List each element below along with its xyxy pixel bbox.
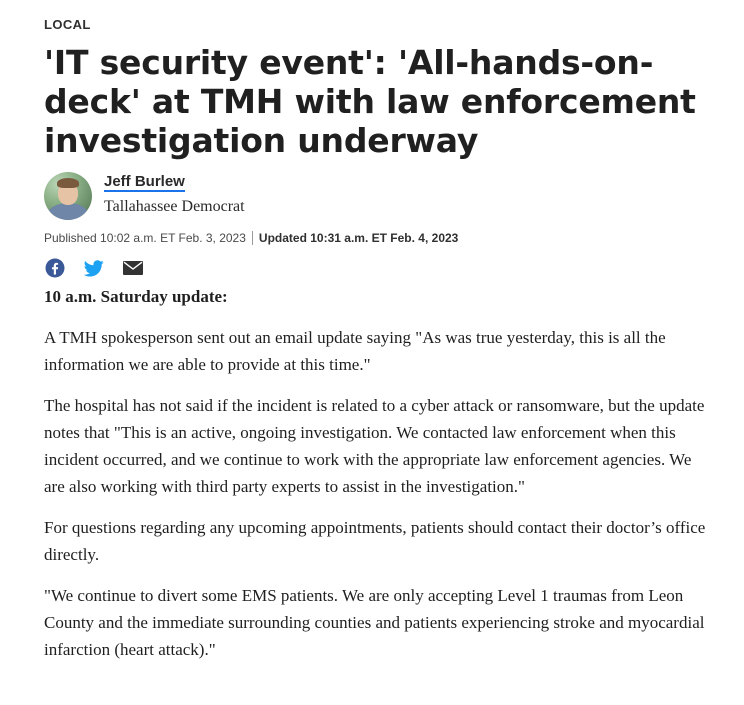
byline <box>44 172 706 222</box>
article <box>44 15 706 663</box>
updated-date: Updated 10:31 a.m. ET Feb. 4, 2023 <box>258 231 459 245</box>
author-link[interactable]: Jeff Burlew <box>104 173 185 190</box>
published-date: Published 10:02 a.m. ET Feb. 3, 2023 <box>44 231 246 245</box>
email-icon <box>123 261 143 275</box>
article-paragraph-4: "We continue to divert some EMS patients. We are only accepting Level 1 traumas from Leon County and the immediate surrounding counties and patients experiencing stroke and myocardial infarction (heart attack)." <box>44 586 705 659</box>
article-paragraph-3: For questions regarding any upcoming appointments, patients should contact their doctor’s office directly. <box>44 518 706 564</box>
avatar-hair <box>57 178 79 188</box>
article-paragraph-2: The hospital has not said if the incident is related to a cyber attack or ransomware, but the update notes that "This is an active, ongoing investigation. We contacted law enforcement when this incident occurred, and we continue to work with the appropriate law enforcement agencies. We are also working with third party experts to assist in the investigation." <box>44 396 705 496</box>
section-label[interactable]: LOCAL <box>44 17 91 32</box>
article-paragraph-1: A TMH spokesperson sent out an email update saying "As was true yesterday, this is all the information we are able to provide at this time." <box>44 328 666 374</box>
facebook-icon <box>45 258 65 278</box>
facebook-share-button[interactable] <box>44 258 66 278</box>
email-share-button[interactable] <box>122 258 144 278</box>
author-avatar[interactable] <box>44 172 92 220</box>
date-divider <box>252 231 253 245</box>
article-dates <box>44 230 706 246</box>
twitter-icon <box>84 260 104 277</box>
twitter-share-button[interactable] <box>83 258 105 278</box>
publication-name: Tallahassee Democrat <box>104 198 245 215</box>
byline-text <box>104 173 245 217</box>
update-subhead: 10 a.m. Saturday update: <box>44 287 228 306</box>
avatar-shirt <box>48 203 88 220</box>
share-bar <box>44 258 706 278</box>
headline: 'IT security event': 'All-hands-on-deck' at TMH with law enforcement investigation underway <box>44 43 696 160</box>
